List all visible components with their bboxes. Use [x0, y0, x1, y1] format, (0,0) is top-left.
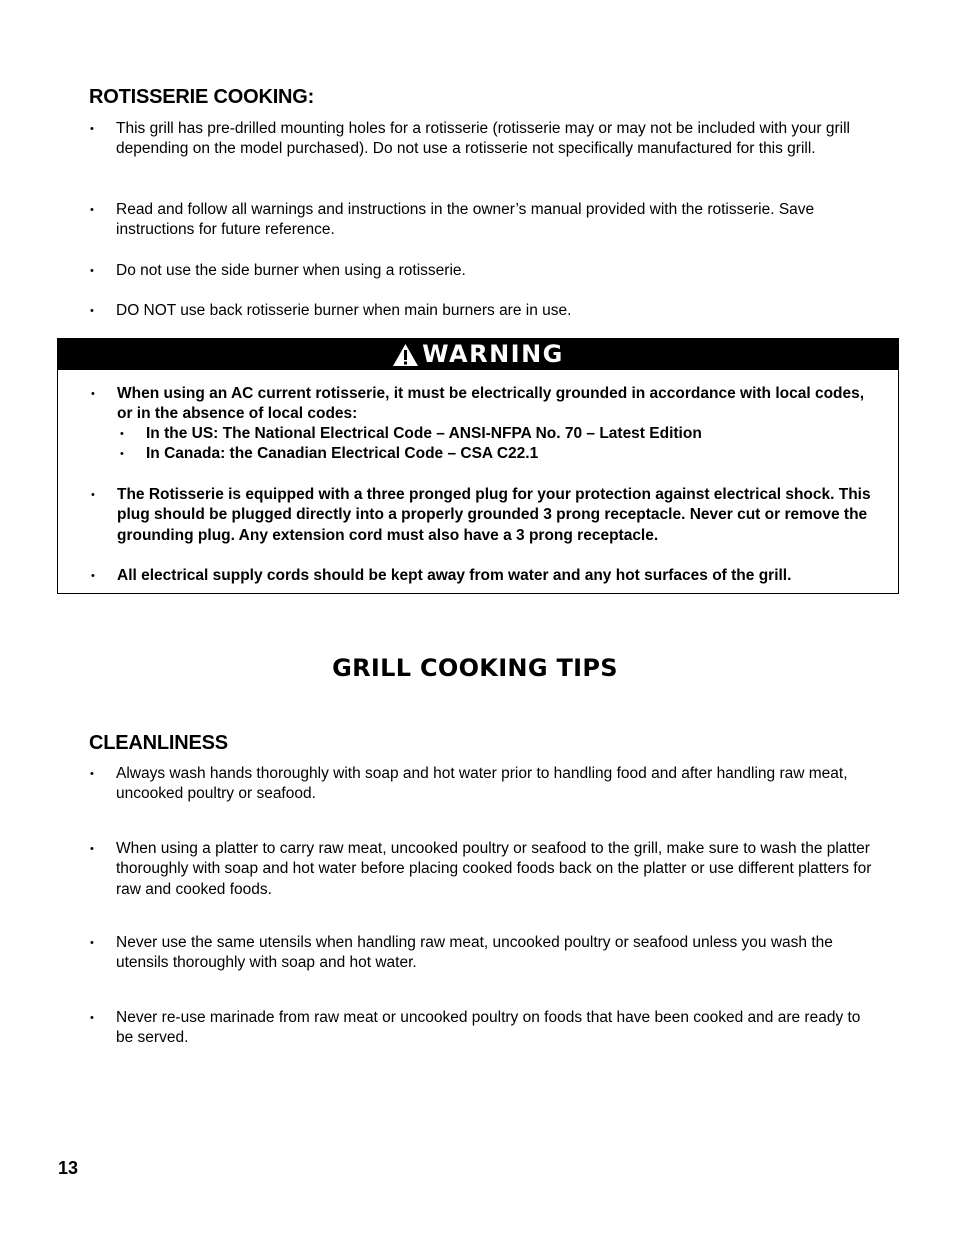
warning-banner	[58, 339, 898, 370]
cleanliness-heading: CLEANLINESS	[89, 732, 228, 754]
list-item: • All electrical supply cords should be kept away from water and any hot surfaces of the grill.	[117, 566, 877, 586]
list-item: • This grill has pre-drilled mounting holes for a rotisserie (rotisserie may or may not be included with your grill depending on the model purchased). Do not use a rotisserie not specifically manufactured for this grill.	[116, 119, 876, 160]
list-item: • Never re-use marinade from raw meat or uncooked poultry on foods that have been cooked and are ready to be served.	[116, 1008, 876, 1049]
list-item: • DO NOT use back rotisserie burner when main burners are in use.	[116, 301, 876, 321]
list-subitem: • In Canada: the Canadian Electrical Code – CSA C22.1	[146, 444, 866, 464]
warning-title: WARNING	[422, 340, 564, 368]
rotisserie-cooking-heading: ROTISSERIE COOKING:	[89, 86, 315, 108]
list-item: • Read and follow all warnings and instructions in the owner’s manual provided with the rotisserie. Save instructions for future reference.	[116, 200, 876, 241]
list-item: • The Rotisserie is equipped with a three pronged plug for your protection against electrical shock. This plug should be plugged directly into a properly grounded 3 prong receptacle. Never cut or remove the grounding plug. Any extension cord must also have a 3 prong receptacle.	[117, 485, 877, 546]
list-item: • When using a platter to carry raw meat, uncooked poultry or seafood to the grill, make sure to wash the platter thoroughly with soap and hot water before placing cooked foods back on the platter or use different platters for raw and cooked foods.	[116, 839, 876, 900]
list-item: • Do not use the side burner when using a rotisserie.	[116, 261, 876, 281]
page-number: 13	[58, 1158, 79, 1178]
list-item: • Never use the same utensils when handling raw meat, uncooked poultry or seafood unless you wash the utensils thoroughly with soap and hot water.	[116, 933, 876, 974]
warning-box	[57, 338, 899, 594]
grill-cooking-tips-title: GRILL COOKING TIPS	[332, 654, 618, 682]
list-subitem: • In the US: The National Electrical Code – ANSI-NFPA No. 70 – Latest Edition	[146, 424, 866, 444]
list-item: • When using an AC current rotisserie, it must be electrically grounded in accordance with local codes, or in the absence of local codes:	[117, 384, 877, 425]
warning-triangle-icon	[392, 343, 419, 367]
list-item: • Always wash hands thoroughly with soap and hot water prior to handling food and after handling raw meat, uncooked poultry or seafood.	[116, 764, 876, 805]
